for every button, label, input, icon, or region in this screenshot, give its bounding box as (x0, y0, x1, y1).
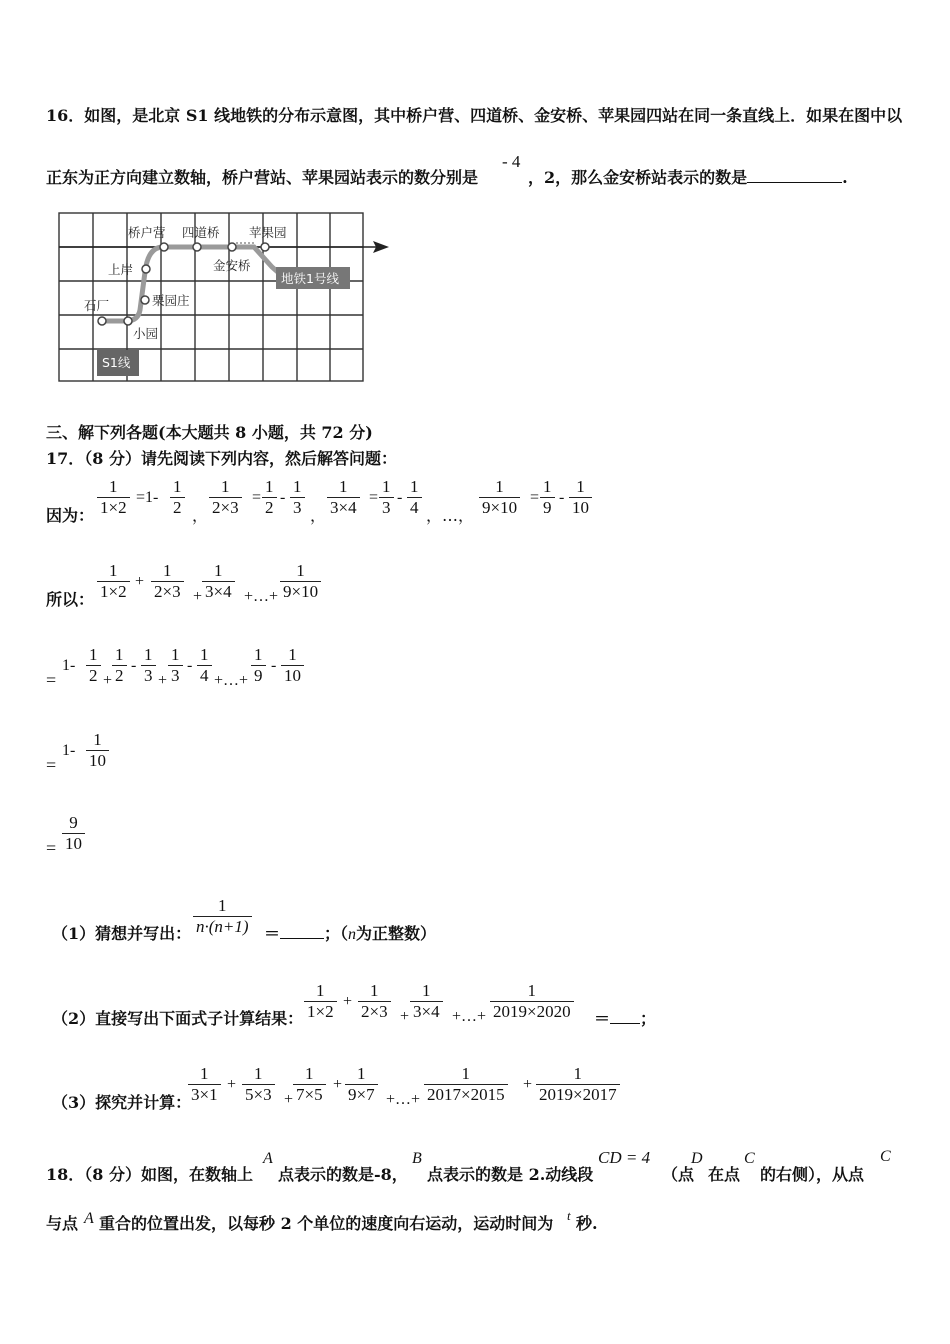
minus: - (131, 657, 137, 674)
exp-1-9: $\frac{1}{9}$ (251, 646, 266, 685)
result-1-10: $\frac{1}{10}$ (86, 731, 109, 770)
p3-frac-5x3: $\frac{1}{5\times 3}$ (242, 1065, 275, 1104)
section-heading: 三、解下列各题(本大题共 8 小题，共 72 分) (46, 423, 373, 442)
plus: + (284, 1091, 294, 1108)
q16-line2-rest: ，2，那么金安桥站表示的数是 . (528, 168, 848, 187)
frac-1-1x2: $\frac{1}{1\times 2}$ (97, 478, 130, 517)
label-jinanqiao: 金安桥 (213, 258, 251, 273)
q18-line2-c: 秒. (576, 1214, 598, 1233)
exp-1-4: $\frac{1}{4}$ (197, 646, 212, 685)
station-pingguoyuan (261, 243, 269, 251)
plus: + (135, 573, 145, 590)
dots-plus: +…+ (386, 1091, 421, 1108)
exp-1-2b: $\frac{1}{2}$ (112, 646, 127, 685)
plus: + (227, 1076, 237, 1093)
answer-blank-q16[interactable] (747, 168, 842, 183)
p3-frac-3x1: $\frac{1}{3\times 1}$ (188, 1065, 221, 1104)
station-xiaoyuan (124, 317, 132, 325)
minus: - (397, 489, 403, 506)
frac-1-2x3: $\frac{1}{2\times 3}$ (209, 478, 242, 517)
plus: + (400, 1008, 410, 1025)
point-A: A (263, 1150, 273, 1167)
point-B: B (412, 1150, 422, 1167)
q18-line1-b: 点表示的数是-8， (278, 1165, 408, 1184)
eq: = (369, 489, 379, 506)
exp-1-10: $\frac{1}{10}$ (281, 646, 304, 685)
label-qiaohuying: 桥户营 (128, 225, 166, 240)
dots-plus: +…+ (214, 672, 249, 689)
plus: + (523, 1076, 533, 1093)
frac-1-4: $\frac{1}{4}$ (407, 478, 422, 517)
eq-lead: = (46, 755, 57, 775)
label-shangan: 上岸 (108, 262, 134, 277)
q17-intro: 17．（8 分）请先阅读下列内容，然后解答问题： (46, 449, 397, 468)
one-minus: 1- (62, 657, 76, 674)
ellipsis: ，…， (426, 506, 475, 525)
frac-1-2-a: $\frac{1}{2}$ (170, 478, 185, 517)
dots-plus: +…+ (452, 1008, 487, 1025)
q18-line1-f: 的右侧），从点 (760, 1165, 865, 1184)
point-C2: C (880, 1148, 891, 1165)
station-liyuanzhuang (141, 296, 149, 304)
dots-plus: +…+ (244, 588, 279, 605)
segment-CD: CD = 4 (598, 1148, 651, 1167)
q16-line1: 16．如图，是北京 S1 线地铁的分布示意图，其中桥户营、四道桥、金安桥、苹果园四站在同一条直线上．如果在图中以 (46, 106, 903, 125)
sum-frac-1x2: $\frac{1}{1\times 2}$ (97, 562, 130, 601)
minus: - (280, 489, 286, 506)
because-label: 因为： (46, 506, 95, 525)
comma: ， (310, 508, 327, 525)
result-9-10: $\frac{9}{10}$ (62, 814, 85, 853)
part2-tail: ＝ ； (594, 1009, 657, 1028)
p3-frac-2019x2017: $\frac{1}{2019\times 2017}$ (536, 1065, 620, 1104)
sum-frac-2x3: $\frac{1}{2\times 3}$ (151, 562, 184, 601)
frac-1-2-b: $\frac{1}{2}$ (262, 478, 277, 517)
eq-lead: = (46, 670, 57, 690)
part1-frac: $\frac{1}{n\cdot(n+1)}$ (188, 897, 257, 936)
plus: + (343, 993, 353, 1010)
minus: - (271, 657, 277, 674)
label-liyuanzhuang: 栗园庄 (152, 293, 190, 308)
p2-frac-2019x2020: $\frac{1}{2019\times 2020}$ (490, 982, 574, 1021)
frac-1-3-a: $\frac{1}{3}$ (290, 478, 305, 517)
value-neg4: - 4 (502, 152, 521, 171)
part2-label: （2）直接写出下面式子计算结果： (52, 1009, 304, 1028)
time-t: t (567, 1208, 571, 1223)
label-shichang: 石厂 (84, 298, 110, 313)
one-minus: 1- (62, 742, 76, 759)
p3-frac-9x7: $\frac{1}{9\times 7}$ (345, 1065, 378, 1104)
sum-frac-3x4: $\frac{1}{3\times 4}$ (202, 562, 235, 601)
station-shangan (142, 265, 150, 273)
s1-label: S1线 (102, 355, 131, 370)
frac-1-10: $\frac{1}{10}$ (569, 478, 592, 517)
label-sidaoqiao: 四道桥 (182, 225, 220, 240)
q18-line1-a: 18．（8 分）如图，在数轴上 (46, 1165, 253, 1184)
q18-line2-a: 与点 (46, 1214, 79, 1233)
p3-frac-7x5: $\frac{1}{7\times 5}$ (293, 1065, 326, 1104)
exp-1-3a: $\frac{1}{3}$ (141, 646, 156, 685)
q18-line2-b: 重合的位置出发，以每秒 2 个单位的速度向右运动，运动时间为 (99, 1214, 554, 1233)
station-qiaohuying (160, 243, 168, 251)
exp-1-2a: $\frac{1}{2}$ (86, 646, 101, 685)
station-shichang (98, 317, 106, 325)
eq: = (530, 489, 540, 506)
subway-map (58, 212, 390, 384)
station-jinanqiao (228, 243, 236, 251)
frac-1-3-b: $\frac{1}{3}$ (379, 478, 394, 517)
plus: + (333, 1076, 343, 1093)
frac-1-9: $\frac{1}{9}$ (540, 478, 555, 517)
plus: + (193, 588, 203, 605)
frac-1-9x10: $\frac{1}{9\times 10}$ (479, 478, 520, 517)
eq: = (252, 489, 262, 506)
exp-1-3b: $\frac{1}{3}$ (168, 646, 183, 685)
q16-line2: 正东为正方向建立数轴，桥户营站、苹果园站表示的数分别是 (46, 168, 479, 187)
frac-1-3x4: $\frac{1}{3\times 4}$ (327, 478, 360, 517)
eq-lead: = (46, 838, 57, 858)
q18-line1-d: （点 (662, 1165, 695, 1184)
label-pingguoyuan: 苹果园 (249, 225, 287, 240)
p2-frac-1x2: $\frac{1}{1\times 2}$ (304, 982, 337, 1021)
answer-blank-part1[interactable] (280, 924, 324, 939)
part1-label: （1）猜想并写出： (52, 924, 192, 943)
sum-frac-9x10: $\frac{1}{9\times 10}$ (280, 562, 321, 601)
point-A2: A (84, 1210, 94, 1227)
eq-1minus: =1- (136, 489, 159, 506)
p3-frac-2017x2015: $\frac{1}{2017\times 2015}$ (424, 1065, 508, 1104)
q18-line1-e: 在点 (708, 1165, 741, 1184)
answer-blank-part2[interactable] (610, 1009, 640, 1024)
so-label: 所以： (46, 590, 95, 609)
line1-label: 地铁1号线 (281, 271, 339, 286)
label-xiaoyuan: 小园 (133, 326, 159, 341)
part3-label: （3）探究并计算： (52, 1093, 192, 1112)
part1-tail: ＝ ；（n为正整数） (264, 924, 437, 943)
point-D: D (691, 1150, 703, 1167)
q18-line1-c: 点表示的数是 2.动线段 (427, 1165, 594, 1184)
p2-frac-2x3: $\frac{1}{2\times 3}$ (358, 982, 391, 1021)
plus: + (103, 672, 113, 689)
comma: ， (192, 508, 209, 525)
minus: - (187, 657, 193, 674)
minus: - (559, 489, 565, 506)
station-sidaoqiao (193, 243, 201, 251)
p2-frac-3x4: $\frac{1}{3\times 4}$ (410, 982, 443, 1021)
plus: + (158, 672, 168, 689)
point-C: C (744, 1150, 755, 1167)
